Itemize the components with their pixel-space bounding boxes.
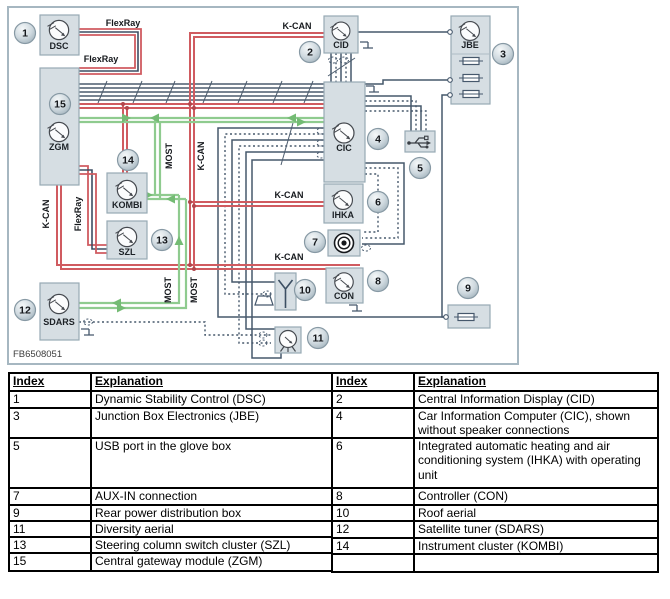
index-circle-14	[118, 150, 139, 171]
index-circle-9	[458, 278, 479, 299]
explanation-cell: Car Information Computer (CIC), shown without speaker connections	[414, 408, 658, 438]
bus-label-kcan-cid: K-CAN	[282, 21, 312, 31]
node-szl	[107, 221, 147, 259]
explanation-cell: Instrument cluster (KOMBI)	[414, 538, 658, 554]
legend-header-row	[332, 373, 658, 391]
fuse-icon	[459, 58, 483, 65]
index-circle-13	[152, 230, 173, 251]
index-circle-15	[50, 94, 71, 115]
explanation-cell: Roof aerial	[414, 505, 658, 521]
index-circle-7	[305, 232, 326, 253]
index-cell: 4	[332, 408, 414, 438]
index-cell: 3	[9, 408, 91, 438]
index-cell: 12	[332, 521, 414, 537]
column-header-index: Index	[9, 373, 91, 391]
svg-text:7: 7	[312, 236, 318, 249]
explanation-cell: Dynamic Stability Control (DSC)	[91, 391, 332, 408]
node-label-kombi: KOMBI	[112, 200, 142, 210]
diversity-aerial-icon	[280, 331, 297, 353]
wiring-bundle	[79, 81, 324, 103]
figure-code: FB6508051	[13, 349, 63, 360]
bus-label-kcan-left: K-CAN	[41, 199, 51, 229]
index-cell: 2	[332, 391, 414, 408]
index-cell	[332, 554, 414, 572]
index-cell: 10	[332, 505, 414, 521]
explanation-cell: Junction Box Electronics (JBE)	[91, 408, 332, 438]
explanation-cell: Diversity aerial	[91, 521, 332, 537]
node-label-con: CON	[334, 291, 354, 301]
legend	[8, 372, 659, 573]
svg-text:3: 3	[500, 48, 506, 61]
node-con	[326, 268, 363, 303]
node-label-cic: CIC	[336, 143, 352, 153]
table-row	[9, 391, 332, 408]
svg-text:4: 4	[375, 133, 381, 146]
bus-label-flexray-top: FlexRay	[105, 18, 141, 28]
index-cell: 9	[9, 505, 91, 521]
bus-label-most-lower-right: MOST	[189, 277, 199, 303]
svg-text:14: 14	[122, 154, 134, 167]
index-circle-8	[368, 271, 389, 292]
table-row	[9, 505, 332, 521]
fuse-icon	[459, 75, 483, 82]
svg-text:1: 1	[22, 27, 28, 40]
index-cell: 13	[9, 537, 91, 553]
fuse-icon	[454, 314, 478, 321]
table-row	[332, 408, 658, 438]
node-kombi	[107, 173, 147, 213]
node-dsc	[40, 15, 79, 55]
bus-label-kcan-vertical: K-CAN	[196, 141, 206, 171]
explanation-cell	[414, 554, 658, 572]
explanation-cell: Satellite tuner (SDARS)	[414, 521, 658, 537]
node-zgm	[40, 68, 79, 185]
node-sdars	[40, 283, 79, 340]
explanation-cell: Controller (CON)	[414, 488, 658, 505]
svg-text:10: 10	[299, 284, 311, 297]
svg-text:5: 5	[417, 162, 423, 175]
bus-label-most-vertical: MOST	[164, 143, 174, 169]
table-row	[332, 521, 658, 537]
aux-in-icon	[335, 234, 354, 253]
bus-label-flexray-return: FlexRay	[83, 54, 119, 64]
explanation-cell: Rear power distribution box	[91, 505, 332, 521]
column-header-explanation: Explanation	[91, 373, 332, 391]
svg-text:8: 8	[375, 275, 381, 288]
column-header-explanation: Explanation	[414, 373, 658, 391]
svg-text:15: 15	[54, 98, 66, 111]
bus-label-kcan-con: K-CAN	[274, 252, 304, 262]
index-circle-12	[15, 300, 36, 321]
node-cid	[324, 16, 358, 53]
column-header-index: Index	[332, 373, 414, 391]
index-circle-4	[368, 129, 389, 150]
node-roof-aerial	[275, 273, 296, 310]
node-label-dsc: DSC	[49, 41, 69, 51]
table-row	[332, 538, 658, 554]
legend-table-right	[331, 372, 659, 573]
svg-text:12: 12	[19, 304, 31, 317]
table-row	[9, 553, 332, 571]
table-row	[332, 438, 658, 488]
node-diversity-aerial	[275, 327, 301, 353]
table-row	[332, 391, 658, 408]
index-cell: 11	[9, 521, 91, 537]
svg-text:11: 11	[312, 332, 324, 345]
bus-label-kcan-ihka: K-CAN	[274, 190, 304, 200]
node-label-sdars: SDARS	[43, 317, 75, 327]
bus-label-most-lower-left: MOST	[163, 277, 173, 303]
node-aux-in	[328, 230, 360, 256]
index-cell: 6	[332, 438, 414, 488]
table-row	[9, 408, 332, 438]
node-label-ihka: IHKA	[332, 210, 354, 220]
index-circle-1	[15, 23, 36, 44]
index-cell: 8	[332, 488, 414, 505]
svg-text:2: 2	[307, 46, 313, 59]
index-circle-11	[308, 328, 329, 349]
table-row	[9, 521, 332, 537]
explanation-cell: AUX-IN connection	[91, 488, 332, 505]
index-circle-2	[300, 42, 321, 63]
node-rear-power-box	[444, 305, 490, 328]
index-cell: 14	[332, 538, 414, 554]
table-row	[332, 488, 658, 505]
explanation-cell: Central Information Display (CID)	[414, 391, 658, 408]
svg-text:9: 9	[465, 282, 471, 295]
explanation-cell: Integrated automatic heating and air conditioning system (IHKA) with operating unit	[414, 438, 658, 488]
node-label-cid: CID	[333, 40, 349, 50]
index-cell: 5	[9, 438, 91, 488]
bus-label-flexray-vertical: FlexRay	[73, 196, 83, 232]
index-circle-10	[295, 280, 316, 301]
explanation-cell: Steering column switch cluster (SZL)	[91, 537, 332, 553]
index-cell: 1	[9, 391, 91, 408]
svg-text:6: 6	[375, 196, 381, 209]
node-label-szl: SZL	[118, 247, 136, 257]
svg-text:13: 13	[156, 234, 168, 247]
index-circle-5	[410, 158, 431, 179]
node-jbe	[448, 16, 490, 104]
legend-table-left	[8, 372, 333, 572]
table-row	[9, 438, 332, 488]
node-usb-port	[405, 131, 435, 152]
node-ihka	[324, 184, 363, 223]
legend-header-row	[9, 373, 332, 391]
table-row	[332, 505, 658, 521]
index-circle-3	[493, 44, 514, 65]
node-label-zgm: ZGM	[49, 142, 69, 152]
table-row	[9, 537, 332, 553]
node-cic	[324, 82, 365, 182]
node-label-jbe: JBE	[461, 40, 479, 50]
index-cell: 15	[9, 553, 91, 571]
fuse-icon	[459, 91, 483, 98]
table-row	[332, 554, 658, 572]
index-circle-6	[368, 192, 389, 213]
table-row	[9, 488, 332, 505]
explanation-cell: Central gateway module (ZGM)	[91, 553, 332, 571]
explanation-cell: USB port in the glove box	[91, 438, 332, 488]
index-cell: 7	[9, 488, 91, 505]
